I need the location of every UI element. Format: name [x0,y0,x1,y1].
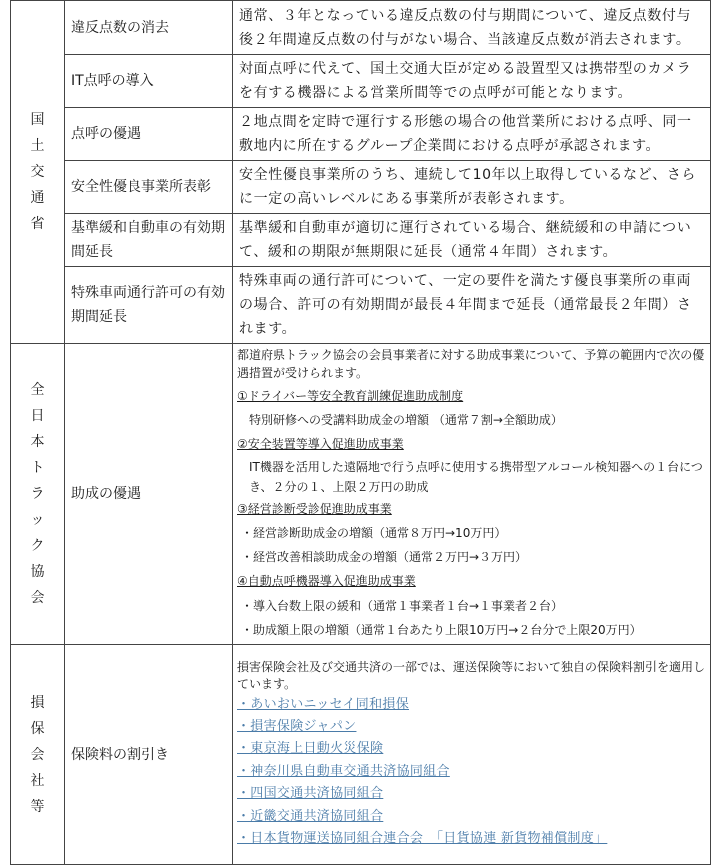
item-label: 安全性優良事業所表彰 [65,161,233,214]
item-description: 安全性優良事業所のうち、連続して10年以上取得しているなど、さらに一定の高いレベルにある事業所が表彰されます。 [233,161,711,214]
insurer-link[interactable]: ・東京海上日動火災保険 [237,741,384,757]
org-char: 交 [30,164,45,180]
org-char: 省 [30,216,45,232]
item-description: ２地点間を定時で運行する形態の場合の他営業所における点呼、同一敷地内に所在するグループ企業間における点呼が承認されます。 [233,108,711,161]
org-char: 全 [30,382,45,398]
insurer-link[interactable]: ・日本貨物運送協同組合連合会 「日貨協連 新貨物補償制度」 [237,831,608,847]
table-row [11,645,711,865]
table-row [11,344,711,645]
org-char: 本 [30,434,45,450]
org-char: 日 [30,408,45,424]
org-char: 損 [30,694,45,711]
program-line: IT機器を活用した遠隔地で行う点呼に使用する携帯型アルコール検知器への１台につき、２分の１、上限２万円の助成 [249,459,703,494]
program-title: ①ドライバー等安全教育訓練促進助成制度 [237,389,464,404]
org-cell-jta [11,344,65,645]
insurer-link[interactable]: ・あいおいニッセイ同和損保 [237,696,409,712]
org-char: 等 [30,798,45,815]
insurance-intro: 損害保険会社及び交通共済の一部では、運送保険等において独自の保険料割引を適用しています。 [237,659,706,691]
subsidy-details [233,344,711,645]
table-row [11,108,711,161]
program-line: ・経営診断助成金の増額（通常８万円→10万円） [241,525,507,540]
table-row [11,267,711,344]
org-char: 保 [30,720,45,737]
program-line: ・導入台数上限の緩和（通常１事業者１台→１事業者２台） [241,598,564,613]
program-title: ④自動点呼機器導入促進助成事業 [237,574,416,589]
item-label: IT点呼の導入 [65,55,233,108]
item-label: 特殊車両通行許可の有効期間延長 [65,267,233,344]
item-label: 保険料の割引き [65,645,233,865]
item-description: 通常、３年となっている違反点数の付与期間について、違反点数付与後２年間違反点数の付与がない場合、当該違反点数が消去されます。 [233,1,711,55]
program-title: ②安全装置等導入促進助成事業 [237,437,404,452]
org-cell-insurers [11,645,65,865]
item-label: 点呼の優遇 [65,108,233,161]
program-line: ・経営改善相談助成金の増額（通常２万円→３万円） [241,550,528,565]
item-label: 助成の優遇 [65,344,233,645]
insurer-link[interactable]: ・近畿交通共済協同組合 [237,808,384,824]
item-label: 基準緩和自動車の有効期間延長 [65,214,233,267]
table-row [11,55,711,108]
subsidy-intro: 都道府県トラック協会の会員事業者に対する助成事業について、予算の範囲内で次の優遇措置が受けられます。 [237,348,705,381]
org-char: 社 [30,772,45,789]
org-char: ト [30,460,45,476]
item-description: 特殊車両の通行許可について、一定の要件を満たす優良事業所の車両の場合、許可の有効期間が最長４年間まで延長（通常最長２年間）されます。 [233,267,711,344]
benefits-table [10,0,711,865]
org-char: ッ [30,512,45,528]
item-label: 違反点数の消去 [65,1,233,55]
program-line: 特別研修への受講料助成金の増額 （通常７割→全額助成） [249,413,563,428]
program-line: ・助成額上限の増額（通常１台あたり上限10万円→２台分で上限20万円） [241,622,642,637]
table-row [11,161,711,214]
insurer-link[interactable]: ・損害保険ジャパン [237,718,357,734]
insurer-link[interactable]: ・四国交通共済協同組合 [237,786,384,802]
org-char: 通 [30,190,45,206]
insurer-link[interactable]: ・神奈川県自動車交通共済協同組合 [237,763,450,779]
table-row [11,1,711,55]
org-char: 会 [30,746,45,763]
org-cell-mlit [11,1,65,344]
insurance-details [233,645,711,865]
program-title: ③経営診断受診促進助成事業 [237,501,392,516]
org-char: ラ [30,486,45,502]
org-char: 土 [30,138,45,154]
org-char: ク [30,538,45,554]
org-char: 協 [30,564,45,580]
org-char: 国 [30,112,45,128]
item-description: 対面点呼に代えて、国土交通大臣が定める設置型又は携帯型のカメラを有する機器による営業所間等での点呼が可能となります。 [233,55,711,108]
org-char: 会 [30,590,45,606]
item-description: 基準緩和自動車が適切に運行されている場合、継続緩和の申請について、緩和の期限が無期限に延長（通常４年間）されます。 [233,214,711,267]
table-row [11,214,711,267]
